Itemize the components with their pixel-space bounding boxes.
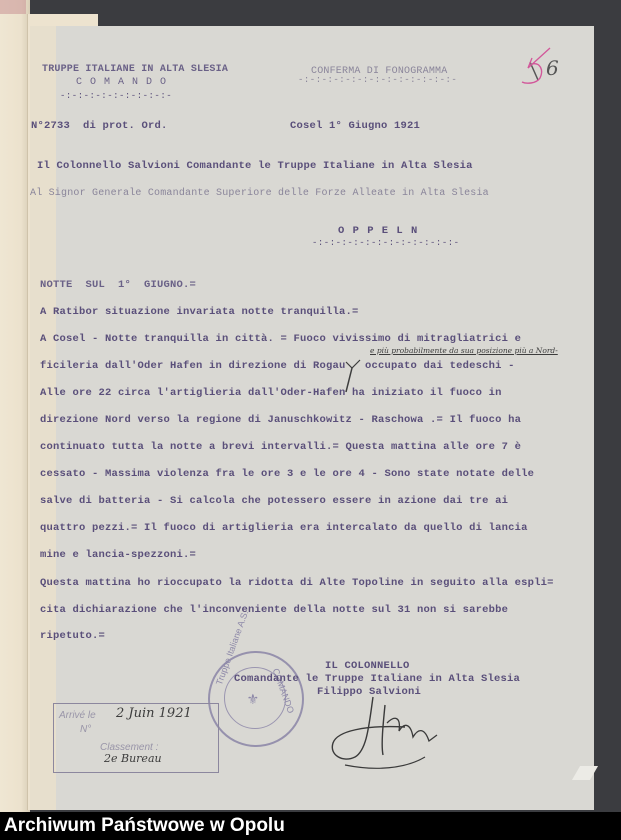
crossed-page-number-icon <box>510 44 570 94</box>
signature-rank: IL COLONNELLO <box>325 660 410 672</box>
destination: O P P E L N <box>338 225 419 237</box>
body-line-5: direzione Nord verso la regione di Januschkowitz - Raschowa .= Il fuoco ha <box>40 414 522 426</box>
signature-name: Filippo Salvioni <box>317 686 422 698</box>
body-line-9: quattro pezzi.= Il fuoco di artiglieria era intercalato da quello di lancia <box>40 522 528 534</box>
arrived-date: 2 Juin 1921 <box>116 706 192 721</box>
sender-line: Il Colonnello Salvioni Comandante le Truppe Italiane in Alta Slesia <box>37 160 473 172</box>
archive-footer <box>0 812 621 840</box>
subject-line: NOTTE SUL 1° GIUGNO.= <box>40 279 197 291</box>
body-line-3: ficileria dall'Oder Hafen in direzione di Rogau occupato dai tedeschi - <box>40 360 515 372</box>
body-line-7: cessato - Massima violenza fra le ore 3 e le ore 4 - Sono state notate delle <box>40 468 535 480</box>
body-line-12: cita dichiarazione che l'inconveniente della notte sul 31 non si sarebbe <box>40 604 509 616</box>
arrived-label: Arrivé le <box>59 710 96 721</box>
body-line-6: continuato tutta la notte a brevi intervalli.= Questa mattina alle ore 7 è <box>40 441 522 453</box>
signature-title: Comandante le Truppe Italiane in Alta Slesia <box>234 673 521 685</box>
binding-strip <box>0 0 30 812</box>
place-date: Cosel 1° Giugno 1921 <box>290 120 421 132</box>
seal-text-right: COMANDO <box>270 667 297 715</box>
body-line-11: Questa mattina ho rioccupato la ridotta di Alte Topoline in seguito alla espli= <box>40 577 554 589</box>
seal-text-left: Truppe Italiane A.S. <box>214 609 251 687</box>
archive-name: Archiwum Państwowe w Opolu <box>4 815 285 836</box>
body-line-2: A Cosel - Notte tranquilla in città. = Fuoco vivissimo di mitragliatrici e <box>40 333 522 345</box>
official-seal <box>208 609 304 747</box>
letterhead-command: C O M A N D O <box>76 77 168 88</box>
body-line-13: ripetuto.= <box>40 630 106 642</box>
body-line-10: mine e lancia-spezzoni.= <box>40 549 197 561</box>
handwritten-insertion: e più probabilmente da sua posizione più a Nord- <box>370 346 558 355</box>
recipient-line: Al Signor Generale Comandante Superiore delle Forze Alleate in Alta Slesia <box>30 188 489 199</box>
seal-emblem-icon: ⚜ <box>248 691 258 709</box>
letterhead-separator: -:-:-:-:-:-:-:-:-:- <box>60 91 173 101</box>
number-label: N° <box>80 724 92 735</box>
document-type: CONFERMA DI FONOGRAMMA <box>311 66 448 77</box>
receipt-stamp <box>53 703 219 773</box>
destination-separator: -:-:-:-:-:-:-:-:-:-:-:-:- <box>312 238 460 248</box>
body-line-8: salve di batteria - Si calcola che potessero essere in azione dai tre ai <box>40 495 509 507</box>
binding-tape <box>0 0 26 14</box>
classification-value: 2e Bureau <box>104 752 162 765</box>
classification-label: Classement : <box>100 742 159 753</box>
document-type-separator: -:-:-:-:-:-:-:-:-:-:-:-:-:- <box>298 75 458 85</box>
body-line-1: A Ratibor situazione invariata notte tranquilla.= <box>40 306 359 318</box>
protocol-number: N°2733 di prot. Ord. <box>31 120 168 132</box>
page-number-current: 6 <box>546 56 559 80</box>
body-line-4: Alle ore 22 circa l'artiglieria dall'Oder-Hafen ha iniziato il fuoco in <box>40 387 502 399</box>
letterhead-unit: TRUPPE ITALIANE IN ALTA SLESIA <box>42 64 229 75</box>
handwritten-signature-icon <box>325 695 455 775</box>
